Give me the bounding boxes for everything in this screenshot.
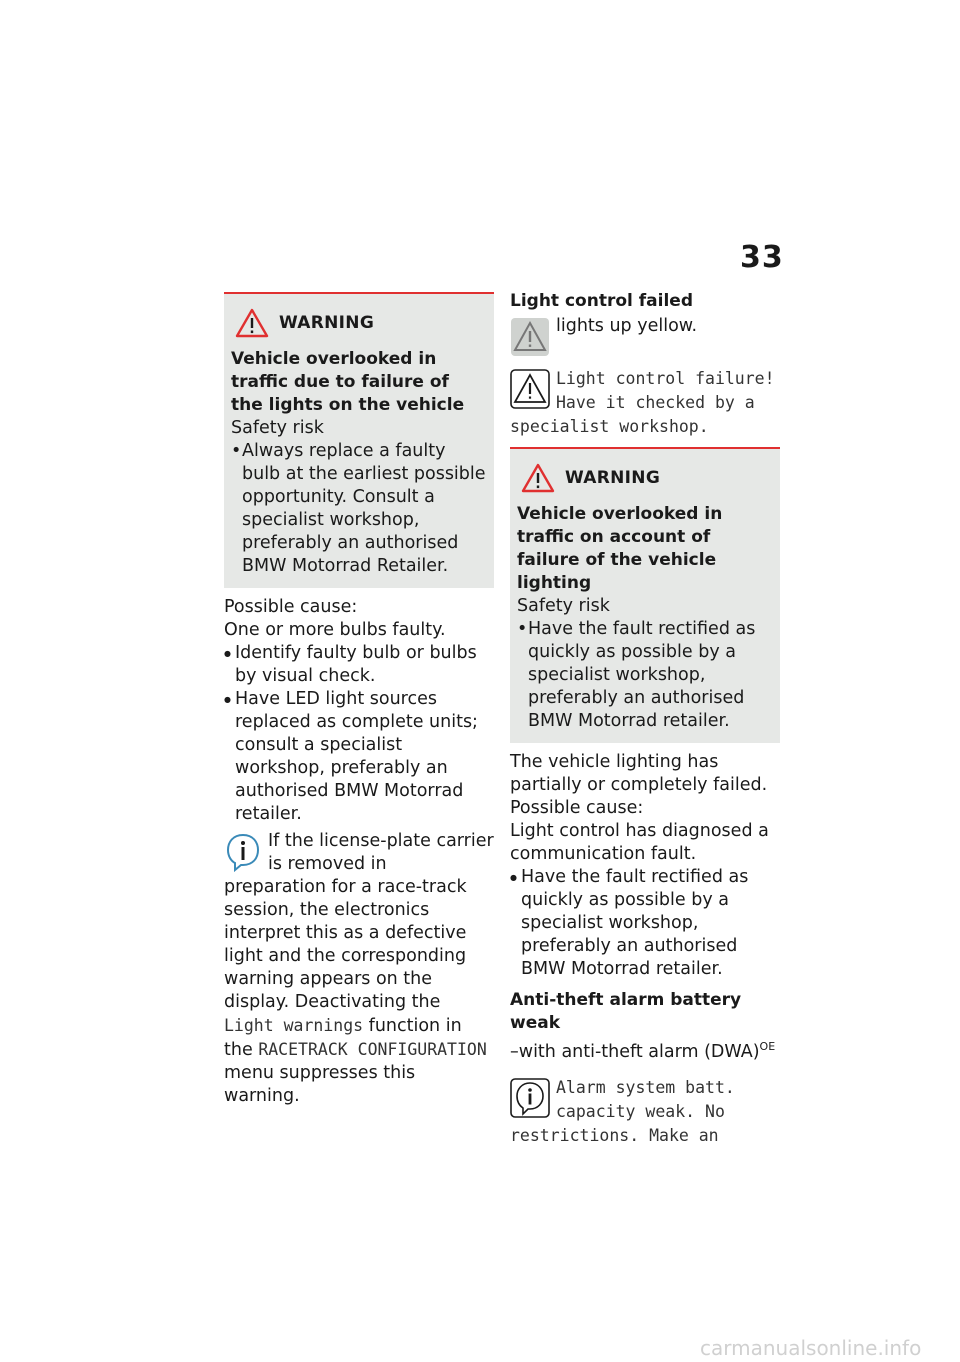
warning-triangle-icon <box>521 463 555 493</box>
page-number: 33 <box>740 240 784 275</box>
info-icon <box>224 832 262 872</box>
heading-light-control-failed: Light control failed <box>510 291 693 311</box>
warning-risk: Safety risk <box>231 418 324 438</box>
cause-text: Light control has diagnosed a communication fault. <box>510 821 769 864</box>
warning-triangle-icon <box>235 308 269 338</box>
warning-subtitle: Vehicle overlooked in traffic due to failure of the lights on the vehicle <box>231 349 465 415</box>
oe-marker: OE <box>759 1040 776 1053</box>
general-warning-light-icon <box>510 317 550 357</box>
cause-text: One or more bulbs faulty. <box>224 620 446 640</box>
indicator-row <box>510 315 780 357</box>
warning-risk: Safety risk <box>517 596 610 616</box>
warning-subtitle: Vehicle overlooked in traffic on account of failure of the vehicle lighting <box>517 504 723 593</box>
left-column <box>224 292 494 1108</box>
info-square-icon <box>510 1078 550 1118</box>
list-item: ● Have the fault rectified as quickly as possible by a specialist workshop, preferably an authorised BMW Motorrad retailer. <box>510 866 780 981</box>
display-message-text: Light control failure! Have it checked by a specialist workshop. <box>510 369 775 436</box>
info-text-3: menu suppresses this warning. <box>224 1063 416 1106</box>
cause-label: Possible cause: <box>510 798 644 818</box>
paragraph-lighting-failed: The vehicle lighting has partially or completely failed. <box>510 752 768 795</box>
right-column <box>510 290 780 1148</box>
footer-watermark: carmanualsonline.info <box>700 1336 922 1360</box>
list-item: ● Identify faulty bulb or bulbs by visual check. <box>224 642 494 688</box>
warning-title: WARNING <box>279 312 375 333</box>
list-item: ● Have LED light sources replaced as complete units; consult a specialist workshop, preferably an authorised BMW Motorrad retailer. <box>224 688 494 826</box>
warning-title: WARNING <box>565 467 661 488</box>
dwa-text: –with anti-theft alarm (DWA) <box>510 1041 760 1062</box>
warning-triangle-outline-icon <box>510 369 550 409</box>
warning-box-lights <box>224 292 494 588</box>
display-message-text: Alarm system batt. capacity weak. No restrictions. Make an <box>510 1077 735 1145</box>
dwa-line <box>510 1035 780 1064</box>
info-text-1: If the license-plate carrier is removed in preparation for a race-track session, the electronics interpret this as a defective light and the corresponding warning appears on the display. Deactivating the <box>224 831 494 1012</box>
info-note <box>224 830 494 1108</box>
lights-up-text: lights up yellow. <box>556 316 698 336</box>
display-message-1 <box>510 367 780 439</box>
info-mono-1: Light warnings <box>224 1016 364 1035</box>
warning-header <box>231 308 486 338</box>
info-mono-2: RACETRACK CONFIGURATION <box>258 1040 487 1059</box>
warning-header <box>517 463 772 493</box>
warning-bullet: • Always replace a faulty bulb at the earliest possible opportunity. Consult a specialist workshop, preferably an authorised BMW Motorrad Retailer. <box>231 440 486 578</box>
display-message-2 <box>510 1076 780 1148</box>
info-text-2: function in the <box>224 1016 462 1060</box>
warning-bullet: • Have the fault rectified as quickly as possible by a specialist workshop, preferably an authorised BMW Motorrad retailer. <box>517 618 772 733</box>
cause-label: Possible cause: <box>224 597 358 617</box>
heading-alarm-battery: Anti-theft alarm battery weak <box>510 990 742 1033</box>
warning-box-lighting <box>510 447 780 743</box>
